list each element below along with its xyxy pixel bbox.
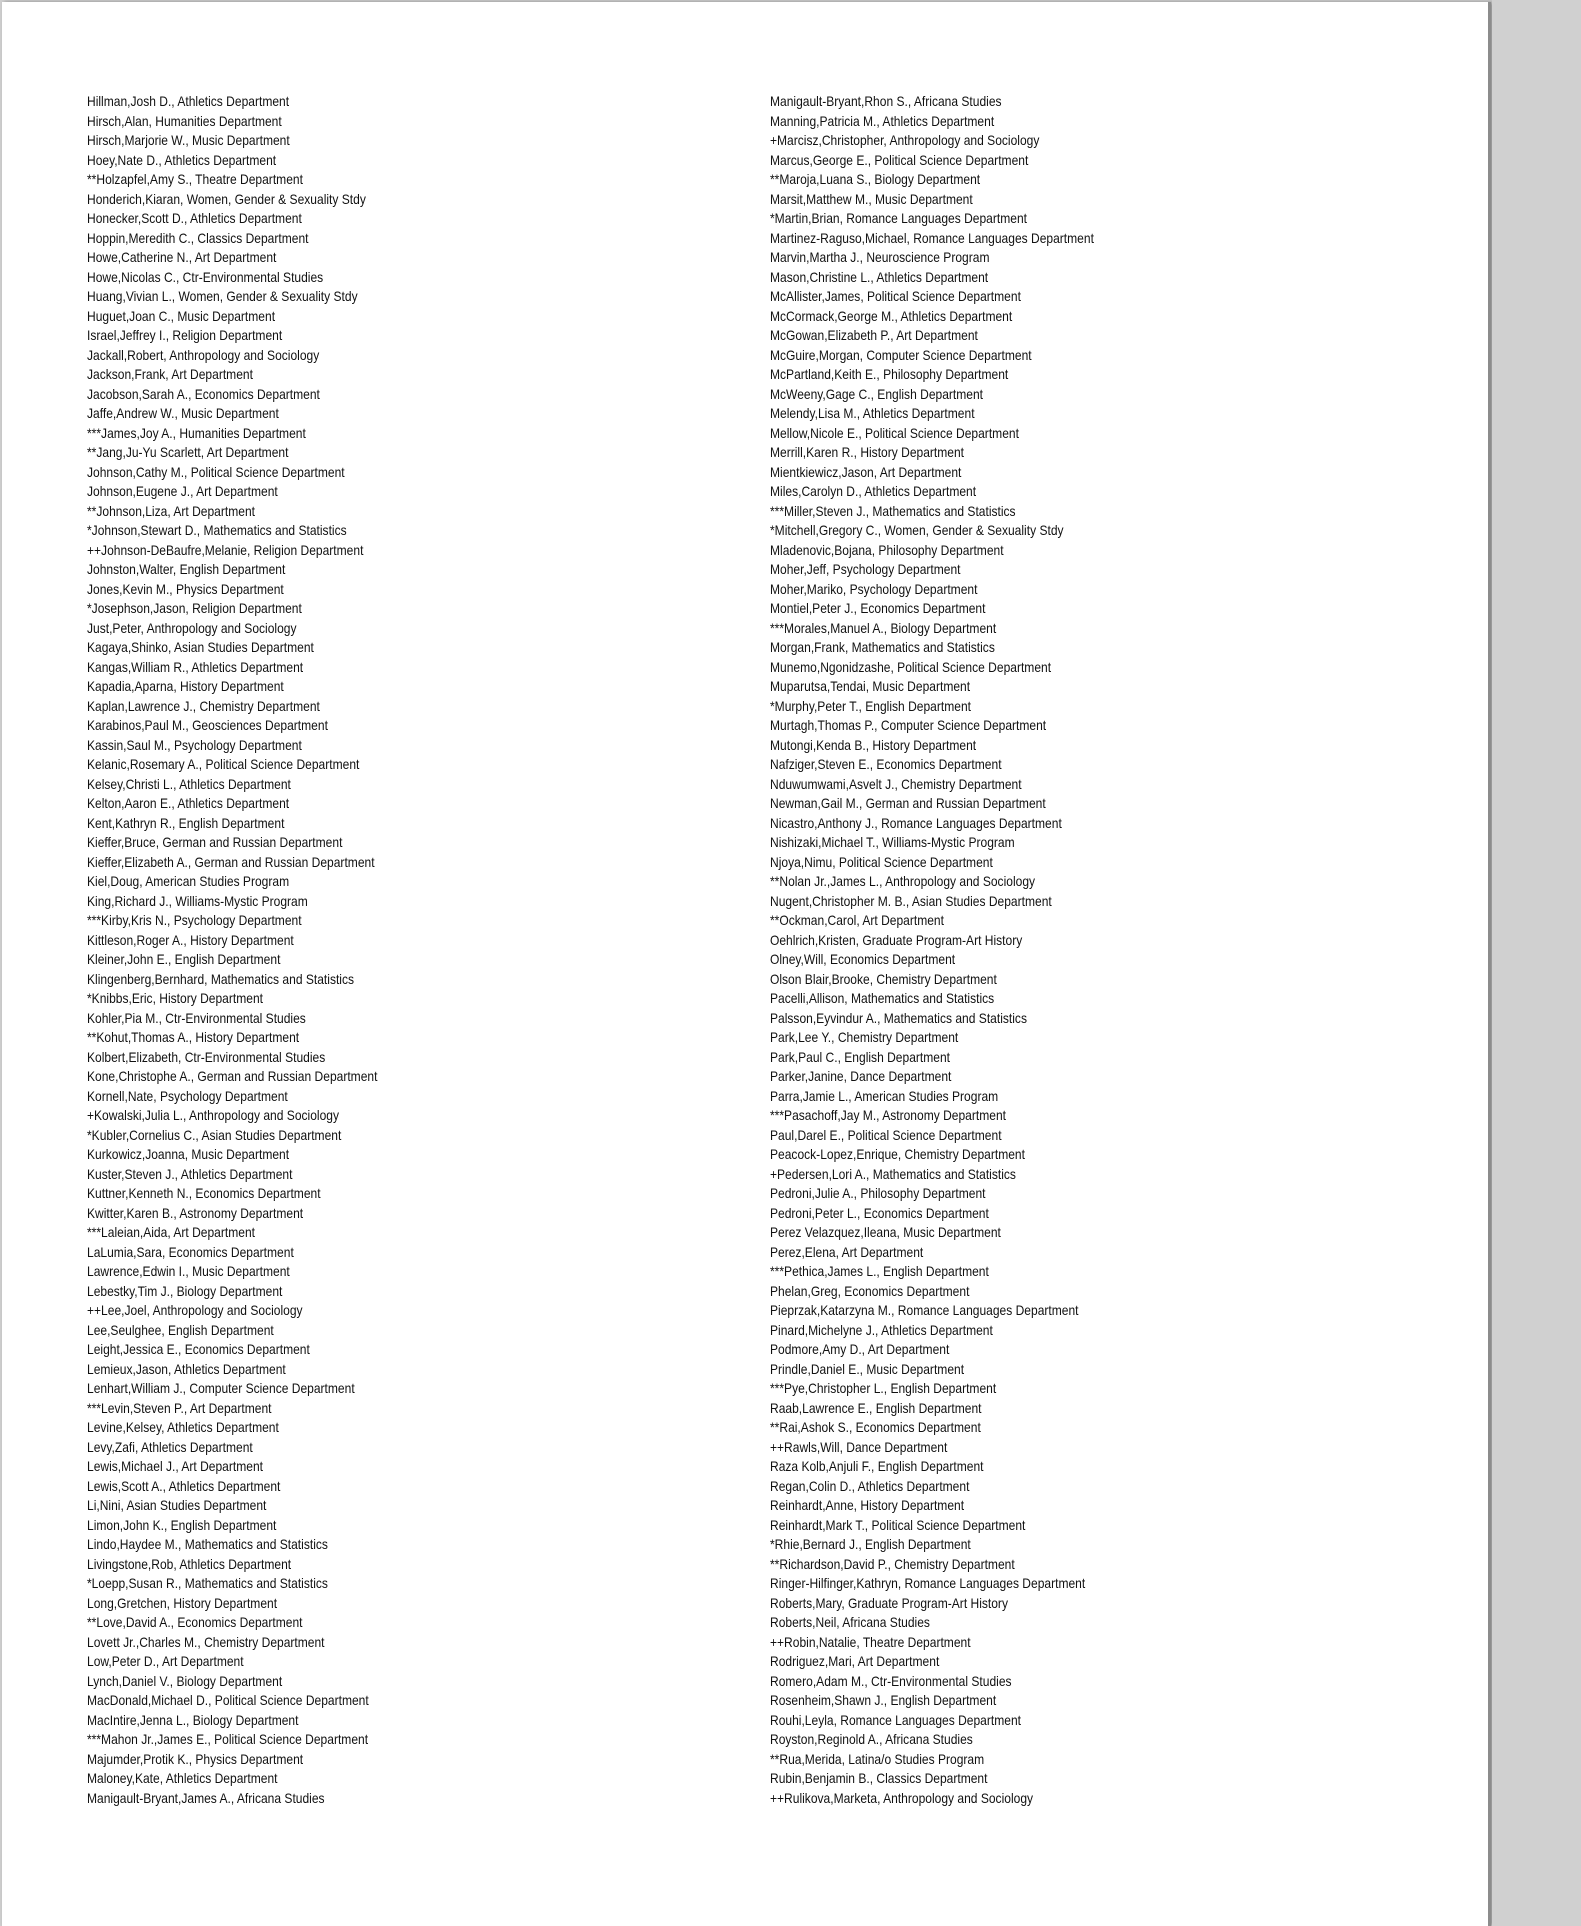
list-item: Marsit,Matthew M., Music Department [770,190,973,207]
list-item: Raab,Lawrence E., English Department [770,1399,982,1416]
list-item: Jacobson,Sarah A., Economics Department [87,385,320,402]
list-item: *Johnson,Stewart D., Mathematics and Statistics [87,522,347,538]
list-item: Parra,Jamie L., American Studies Program [770,1087,999,1104]
list-item: **Rua,Merida, Latina/o Studies Program [770,1750,985,1767]
list-item: +Pedersen,Lori A., Mathematics and Statistics [770,1165,1016,1182]
list-item: Montiel,Peter J., Economics Department [770,600,986,616]
list-item: Honderich,Kiaran, Women, Gender & Sexuality Stdy [87,190,366,207]
list-item: Palsson,Eyvindur A., Mathematics and Statistics [770,1009,1027,1026]
list-item: Kent,Kathryn R., English Department [87,814,285,831]
list-item: Leight,Jessica E., Economics Department [87,1341,310,1357]
list-item: **Maroja,Luana S., Biology Department [770,171,981,187]
list-item: **Kohut,Thomas A., History Department [87,1029,300,1045]
list-item: *Josephson,Jason, Religion Department [87,600,302,616]
list-item: Pinard,Michelyne J., Athletics Department [770,1321,993,1338]
list-item: Rubin,Benjamin B., Classics Department [770,1770,988,1786]
list-item: Lemieux,Jason, Athletics Department [87,1360,286,1377]
list-item: Mason,Christine L., Athletics Department [770,268,989,285]
list-item: Hirsch,Alan, Humanities Department [87,112,282,129]
list-item: ***Morales,Manuel A., Biology Department [770,619,997,636]
list-item: Klingenberg,Bernhard, Mathematics and Statistics [87,970,355,987]
list-item: Park,Paul C., English Department [770,1048,951,1065]
list-item: Lynch,Daniel V., Biology Department [87,1672,283,1689]
list-item: ++Lee,Joel, Anthropology and Sociology [87,1302,303,1318]
list-item: ***Mahon Jr.,James E., Political Science Department [87,1731,369,1747]
list-item: Kohler,Pia M., Ctr-Environmental Studies [87,1009,306,1026]
list-item: ***Kirby,Kris N., Psychology Department [87,912,302,928]
list-item: Roberts,Neil, Africana Studies [770,1614,930,1630]
list-item: Reinhardt,Mark T., Political Science Department [770,1516,1026,1533]
list-item: Kolbert,Elizabeth, Ctr-Environmental Studies [87,1048,326,1065]
list-item: LaLumia,Sara, Economics Department [87,1243,294,1260]
list-item: MacIntire,Jenna L., Biology Department [87,1711,299,1728]
list-item: Kangas,William R., Athletics Department [87,658,304,675]
list-item: Kornell,Nate, Psychology Department [87,1087,288,1104]
list-item: Moher,Jeff, Psychology Department [770,561,961,577]
list-item: Huang,Vivian L., Women, Gender & Sexuality Stdy [87,288,358,304]
list-item: Martinez-Raguso,Michael, Romance Languages Department [770,229,1094,246]
list-item: Pedroni,Julie A., Philosophy Department [770,1185,986,1201]
right-column-list [770,92,1470,1808]
list-item: Manigault-Bryant,Rhon S., Africana Studies [770,93,1002,109]
list-item: McAllister,James, Political Science Department [770,288,1021,304]
list-item: Kuster,Steven J., Athletics Department [87,1165,293,1182]
list-item: Just,Peter, Anthropology and Sociology [87,619,297,636]
list-item: **Holzapfel,Amy S., Theatre Department [87,171,303,187]
list-item: Jackson,Frank, Art Department [87,366,253,382]
list-item: Johnston,Walter, English Department [87,561,286,577]
list-item: Roberts,Mary, Graduate Program-Art History [770,1594,1008,1611]
list-item: Raza Kolb,Anjuli F., English Department [770,1458,984,1474]
list-item: Lawrence,Edwin I., Music Department [87,1263,290,1279]
list-item: Melendy,Lisa M., Athletics Department [770,405,975,421]
list-item: ***Laleian,Aida, Art Department [87,1224,255,1240]
list-item: Reinhardt,Anne, History Department [770,1497,965,1513]
list-item: ***James,Joy A., Humanities Department [87,424,306,441]
list-item: **Johnson,Liza, Art Department [87,502,255,519]
list-item: ++Rulikova,Marketa, Anthropology and Sociology [770,1789,1034,1806]
list-item: Oehlrich,Kristen, Graduate Program-Art History [770,931,1023,948]
list-item: Moher,Mariko, Psychology Department [770,580,978,597]
list-item: Mutongi,Kenda B., History Department [770,736,977,753]
list-item: Kwitter,Karen B., Astronomy Department [87,1204,304,1221]
list-item: Rodriguez,Mari, Art Department [770,1653,940,1669]
list-item: **Nolan Jr.,James L., Anthropology and Sociology [770,873,1036,889]
list-item: Pacelli,Allison, Mathematics and Statistics [770,990,995,1006]
list-item: Rouhi,Leyla, Romance Languages Department [770,1711,1021,1728]
list-item: Lewis,Scott A., Athletics Department [87,1477,281,1494]
list-item: Pieprzak,Katarzyna M., Romance Languages Department [770,1302,1079,1318]
list-item: Manigault-Bryant,James A., Africana Studies [87,1789,325,1806]
list-item: Podmore,Amy D., Art Department [770,1341,950,1357]
left-column-list [87,92,727,1808]
list-item: Li,Nini, Asian Studies Department [87,1497,267,1513]
list-item: ***Miller,Steven J., Mathematics and Statistics [770,502,1016,519]
list-item: Munemo,Ngonidzashe, Political Science Department [770,658,1052,675]
list-item: Parker,Janine, Dance Department [770,1068,952,1084]
list-item: Kaplan,Lawrence J., Chemistry Department [87,697,320,714]
list-item: ++Robin,Natalie, Theatre Department [770,1633,971,1650]
list-item: McGuire,Morgan, Computer Science Department [770,346,1032,363]
list-item: Honecker,Scott D., Athletics Department [87,210,302,226]
list-item: Mientkiewicz,Jason, Art Department [770,463,962,480]
list-item: Perez Velazquez,Ileana, Music Department [770,1224,1001,1240]
list-item: Jones,Kevin M., Physics Department [87,580,284,597]
list-item: Kuttner,Kenneth N., Economics Department [87,1185,321,1201]
list-item: Merrill,Karen R., History Department [770,444,965,460]
list-item: +Kowalski,Julia L., Anthropology and Sociology [87,1107,339,1123]
viewer-background [1492,0,1581,1926]
list-item: Howe,Catherine N., Art Department [87,249,277,265]
list-item: Peacock-Lopez,Enrique, Chemistry Department [770,1146,1025,1162]
list-item: *Martin,Brian, Romance Languages Department [770,210,1027,226]
list-item: Maloney,Kate, Athletics Department [87,1770,278,1786]
list-item: Low,Peter D., Art Department [87,1653,244,1669]
list-item: Lewis,Michael J., Art Department [87,1458,263,1474]
list-item: King,Richard J., Williams-Mystic Program [87,892,308,909]
list-item: *Rhie,Bernard J., English Department [770,1536,971,1552]
list-item: McCormack,George M., Athletics Department [770,307,1013,324]
list-item: Morgan,Frank, Mathematics and Statistics [770,639,995,655]
document-page [2,2,1491,1926]
list-item: *Murphy,Peter T., English Department [770,697,971,714]
list-item: Majumder,Protik K., Physics Department [87,1750,304,1767]
list-item: Paul,Darel E., Political Science Department [770,1126,1002,1143]
list-item: MacDonald,Michael D., Political Science Department [87,1692,369,1708]
list-item: Kelanic,Rosemary A., Political Science Department [87,756,360,772]
list-item: Nicastro,Anthony J., Romance Languages Department [770,814,1062,831]
list-item: McGowan,Elizabeth P., Art Department [770,327,978,343]
list-item: Kelton,Aaron E., Athletics Department [87,795,290,811]
list-item: Huguet,Joan C., Music Department [87,307,276,324]
list-item: Karabinos,Paul M., Geosciences Department [87,717,328,733]
list-item: Perez,Elena, Art Department [770,1243,924,1260]
list-item: Marcus,George E., Political Science Department [770,151,1029,168]
list-item: Mellow,Nicole E., Political Science Department [770,424,1019,441]
list-item: Marvin,Martha J., Neuroscience Program [770,249,990,265]
list-item: Pedroni,Peter L., Economics Department [770,1204,989,1221]
list-item: *Loepp,Susan R., Mathematics and Statistics [87,1575,328,1591]
list-item: Long,Gretchen, History Department [87,1594,278,1611]
list-item: Olney,Will, Economics Department [770,951,956,967]
list-item: ++Johnson-DeBaufre,Melanie, Religion Department [87,541,364,558]
list-item: McPartland,Keith E., Philosophy Department [770,366,1009,382]
list-item: *Kubler,Cornelius C., Asian Studies Department [87,1126,342,1143]
list-item: Livingstone,Rob, Athletics Department [87,1555,292,1572]
list-item: Mladenovic,Bojana, Philosophy Department [770,541,1004,558]
list-item: **Ockman,Carol, Art Department [770,912,944,928]
list-item: Hoppin,Meredith C., Classics Department [87,229,309,246]
list-item: Jaffe,Andrew W., Music Department [87,405,279,421]
list-item: Prindle,Daniel E., Music Department [770,1360,965,1377]
list-item: Kittleson,Roger A., History Department [87,931,294,948]
list-item: Levine,Kelsey, Athletics Department [87,1419,279,1435]
list-item: Kieffer,Bruce, German and Russian Department [87,834,343,850]
list-item: ***Pethica,James L., English Department [770,1263,989,1279]
list-item: Phelan,Greg, Economics Department [770,1282,970,1299]
list-item: ++Rawls,Will, Dance Department [770,1438,948,1455]
list-item: Kone,Christophe A., German and Russian Department [87,1068,378,1084]
list-item: McWeeny,Gage C., English Department [770,385,984,402]
list-item: Levy,Zafi, Athletics Department [87,1438,253,1455]
list-item: Murtagh,Thomas P., Computer Science Department [770,717,1047,733]
list-item: **Jang,Ju-Yu Scarlett, Art Department [87,444,289,460]
list-item: **Love,David A., Economics Department [87,1614,303,1630]
list-item: Kagaya,Shinko, Asian Studies Department [87,639,314,655]
list-item: Romero,Adam M., Ctr-Environmental Studies [770,1672,1012,1689]
list-item: Kurkowicz,Joanna, Music Department [87,1146,290,1162]
list-item: Kleiner,John E., English Department [87,951,281,967]
list-item: Kassin,Saul M., Psychology Department [87,736,302,753]
list-item: Hirsch,Marjorie W., Music Department [87,132,290,148]
list-item: Nugent,Christopher M. B., Asian Studies Department [770,892,1052,909]
list-item: Muparutsa,Tendai, Music Department [770,678,971,694]
list-item: Nduwumwami,Asvelt J., Chemistry Department [770,775,1022,792]
list-item: Hoey,Nate D., Athletics Department [87,151,277,168]
list-item: Johnson,Cathy M., Political Science Department [87,463,345,480]
list-item: Limon,John K., English Department [87,1516,277,1533]
list-item: Howe,Nicolas C., Ctr-Environmental Studies [87,268,324,285]
list-item: Lenhart,William J., Computer Science Department [87,1380,355,1396]
list-item: Israel,Jeffrey I., Religion Department [87,327,283,343]
list-item: Nafziger,Steven E., Economics Department [770,756,1002,772]
list-item: Regan,Colin D., Athletics Department [770,1477,970,1494]
list-item: Newman,Gail M., German and Russian Department [770,795,1046,811]
list-item: Kapadia,Aparna, History Department [87,678,284,694]
list-item: Rosenheim,Shawn J., English Department [770,1692,997,1708]
list-item: **Rai,Ashok S., Economics Department [770,1419,981,1435]
list-item: Ringer-Hilfinger,Kathryn, Romance Languages Department [770,1575,1086,1591]
list-item: Njoya,Nimu, Political Science Department [770,853,993,870]
list-item: Miles,Carolyn D., Athletics Department [770,483,977,499]
list-item: *Knibbs,Eric, History Department [87,990,263,1006]
list-item: Hillman,Josh D., Athletics Department [87,93,290,109]
list-item: +Marcisz,Christopher, Anthropology and Sociology [770,132,1040,148]
list-item: Park,Lee Y., Chemistry Department [770,1029,959,1045]
list-item: **Richardson,David P., Chemistry Department [770,1555,1015,1572]
list-item: ***Pye,Christopher L., English Department [770,1380,997,1396]
list-item: ***Pasachoff,Jay M., Astronomy Department [770,1107,1007,1123]
list-item: Royston,Reginold A., Africana Studies [770,1731,973,1747]
list-item: Lee,Seulghee, English Department [87,1321,274,1338]
list-item: Lovett Jr.,Charles M., Chemistry Department [87,1633,325,1650]
list-item: Jackall,Robert, Anthropology and Sociology [87,346,320,363]
list-item: *Mitchell,Gregory C., Women, Gender & Sexuality Stdy [770,522,1064,538]
list-item: Johnson,Eugene J., Art Department [87,483,278,499]
list-item: Nishizaki,Michael T., Williams-Mystic Program [770,834,1015,850]
list-item: Olson Blair,Brooke, Chemistry Department [770,970,997,987]
list-item: Kieffer,Elizabeth A., German and Russian Department [87,853,375,870]
list-item: Lebestky,Tim J., Biology Department [87,1282,283,1299]
list-item: ***Levin,Steven P., Art Department [87,1399,272,1416]
list-item: Lindo,Haydee M., Mathematics and Statistics [87,1536,328,1552]
list-item: Kiel,Doug, American Studies Program [87,873,290,889]
list-item: Kelsey,Christi L., Athletics Department [87,775,291,792]
list-item: Manning,Patricia M., Athletics Department [770,112,995,129]
